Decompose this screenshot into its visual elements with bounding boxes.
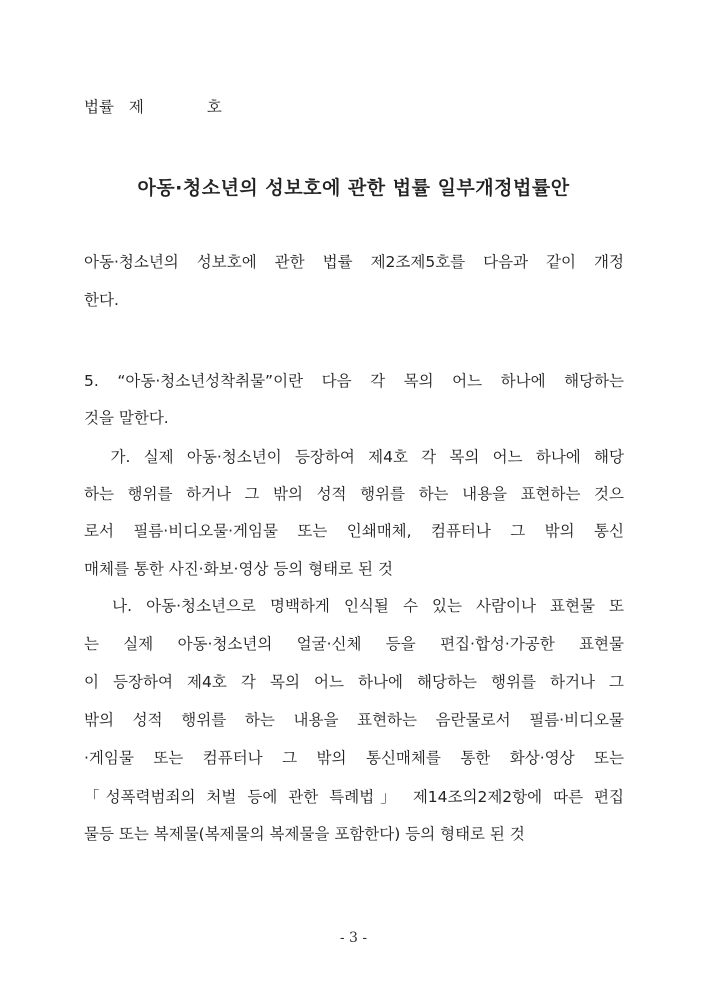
item-na-line: 이 등장하여 제4호 각 목의 어느 하나에 해당하는 행위를 하거나 그: [84, 673, 624, 691]
document-title: 아동·청소년의 성보호에 관한 법률 일부개정법률안: [137, 177, 570, 199]
item-na-line: 나. 아동·청소년으로 명백하게 인식될 수 있는 사람이나 표현물 또: [84, 597, 624, 615]
item-ga-line: 가. 실제 아동·청소년이 등장하여 제4호 각 목의 어느 하나에 해당: [84, 448, 624, 466]
item-ga-line: 로서 필름·비디오물·게임물 또는 인쇄매체, 컴퓨터나 그 밖의 통신: [84, 522, 624, 540]
item-ga-line: 매체를 통한 사진·화보·영상 등의 형태로 된 것: [84, 560, 393, 578]
number-suffix: 호: [206, 98, 222, 116]
item5-line: 5. “아동·청소년성착취물”이란 다음 각 목의 어느 하나에 해당하는: [84, 372, 624, 390]
item-na-line: 물등 또는 복제물(복제물의 복제물을 포함한다) 등의 형태로 된 것: [84, 825, 525, 843]
item-ga-line: 하는 행위를 하거나 그 밖의 성적 행위를 하는 내용을 표현하는 것으: [84, 485, 624, 503]
page-number: - 3 -: [339, 930, 368, 946]
item-na-line: 밖의 성적 행위를 하는 내용을 표현하는 음란물로서 필름·비디오물: [84, 711, 624, 729]
intro-line: 아동·청소년의 성보호에 관한 법률 제2조제5호를 다음과 같이 개정: [84, 253, 624, 271]
item5-line: 것을 말한다.: [84, 409, 169, 427]
intro-line: 한다.: [84, 291, 119, 309]
item-na-line: ·게임물 또는 컴퓨터나 그 밖의 통신매체를 통한 화상·영상 또는: [84, 749, 624, 767]
bill-number-header: [84, 95, 222, 117]
item-na-line: 는 실제 아동·청소년의 얼굴·신체 등을 편집·합성·가공한 표현물: [84, 635, 624, 653]
number-prefix: 제: [128, 98, 144, 116]
item-na-line: 「성폭력범죄의 처벌 등에 관한 특례법」 제14조의2제2항에 따른 편집: [84, 788, 624, 806]
law-label: 법률: [84, 98, 114, 116]
